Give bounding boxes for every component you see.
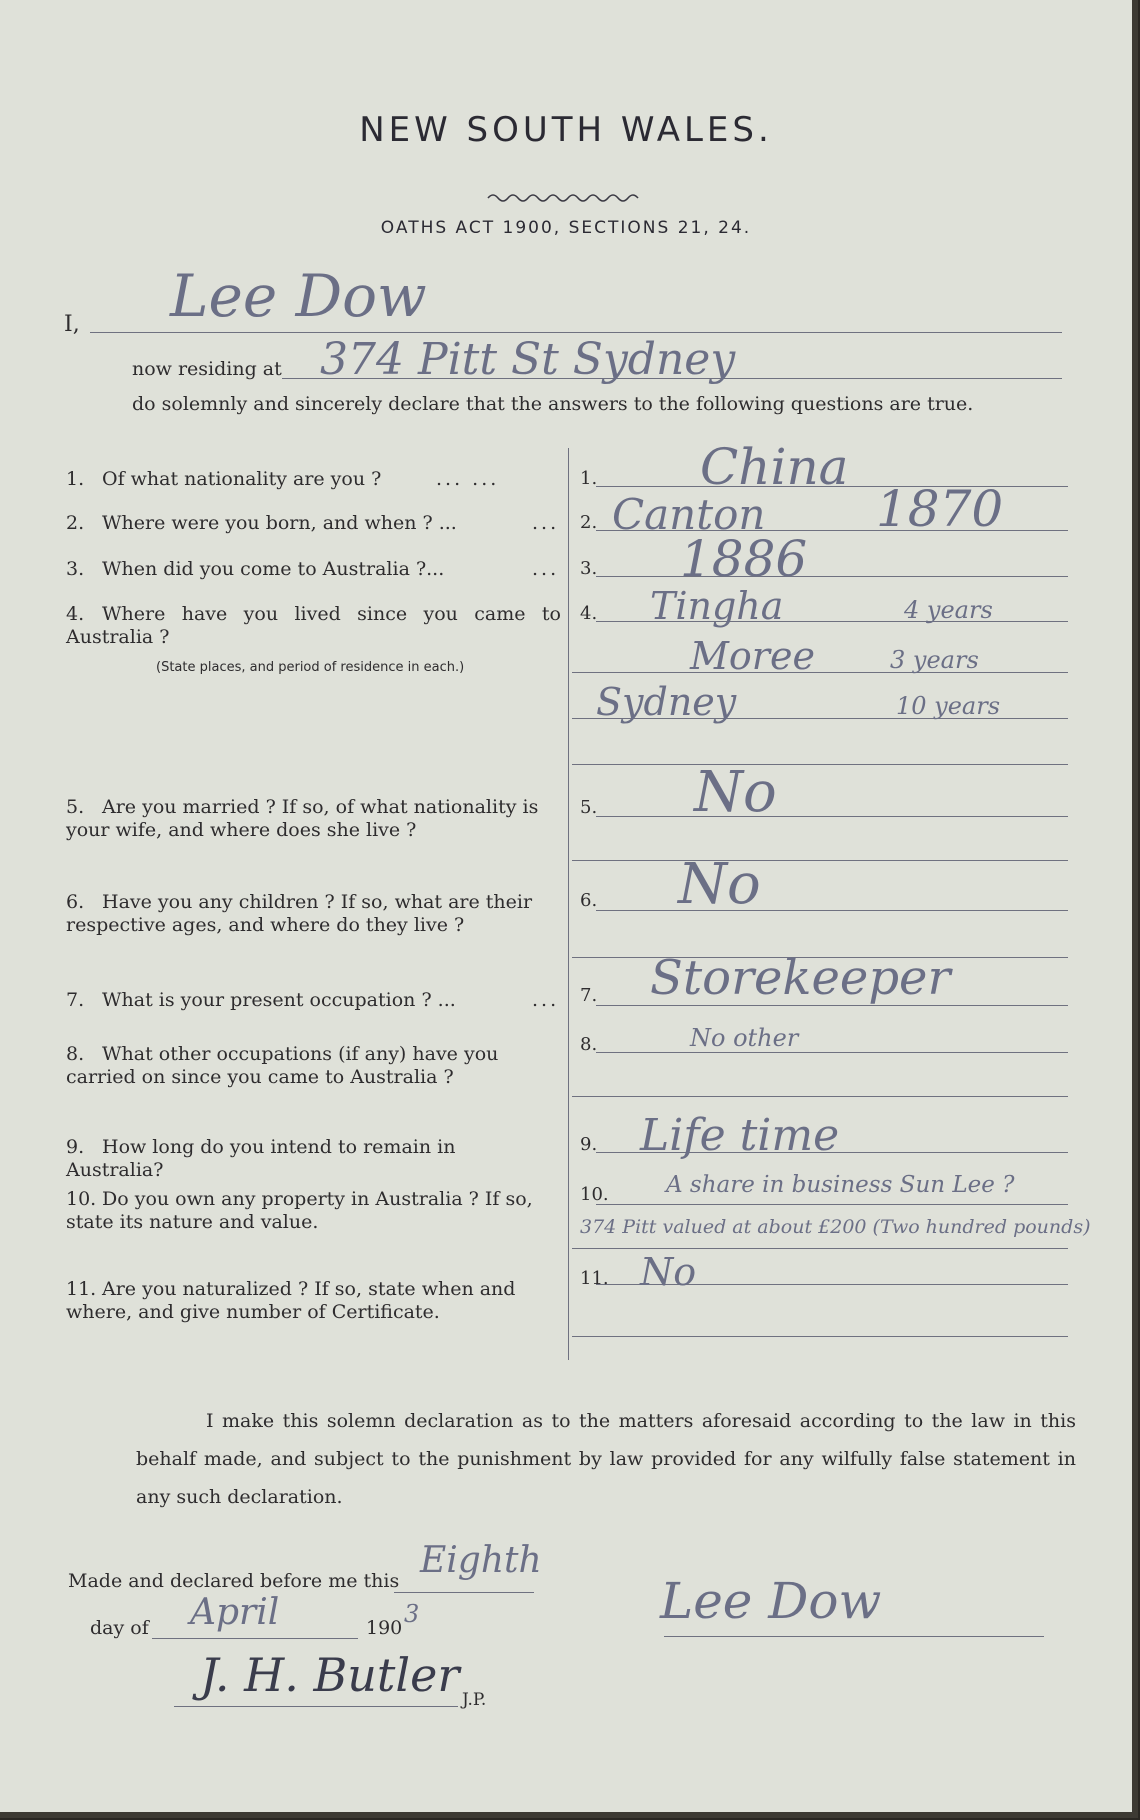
question-number: 11. xyxy=(66,1278,97,1300)
question-text: How long do you intend to remain in Australia? xyxy=(66,1136,456,1181)
residing-label: now residing at xyxy=(132,358,282,380)
year-prefix: 190 xyxy=(366,1617,403,1639)
name-line xyxy=(90,332,1062,333)
question-text: What other occupations (if any) have you carried on since you came to Australia ? xyxy=(66,1043,499,1088)
question-text: Are you naturalized ? If so, state when and where, and give number of Certificate. xyxy=(66,1278,516,1323)
month-value: April xyxy=(190,1592,280,1633)
question-number: 9. xyxy=(66,1136,85,1158)
question-text: Of what nationality are you ? xyxy=(102,468,382,490)
question-number: 2. xyxy=(66,512,85,534)
question-7 xyxy=(66,989,560,1012)
question-4-note: (State places, and period of residence in each.) xyxy=(156,660,465,675)
answer-number: 2. xyxy=(580,512,598,533)
answer-9: Life time xyxy=(640,1110,840,1161)
question-2 xyxy=(66,512,560,535)
question-number: 3. xyxy=(66,558,85,580)
question-3 xyxy=(66,558,560,581)
answer-2-year: 1870 xyxy=(876,480,1004,538)
answer-line xyxy=(596,1204,1068,1205)
form-subtitle: OATHS ACT 1900, SECTIONS 21, 24. xyxy=(380,218,752,238)
question-text: Have you any children ? If so, what are their respective ages, and where do they live ? xyxy=(66,891,533,936)
question-9 xyxy=(66,1136,556,1182)
answer-5: No xyxy=(694,760,777,825)
question-text: Where were you born, and when ? ... xyxy=(102,512,457,534)
question-number: 5. xyxy=(66,796,85,818)
answer-number: 3. xyxy=(580,558,598,579)
jp-signature: J. H. Butler xyxy=(200,1648,460,1702)
answer-6: No xyxy=(678,852,761,917)
answer-7: Storekeeper xyxy=(650,950,951,1006)
i-label: I, xyxy=(64,312,80,337)
answer-line xyxy=(596,1052,1068,1053)
answer-4-place-2: Moree xyxy=(690,634,815,678)
answer-line xyxy=(596,816,1068,817)
declaration-paragraph: I make this solemn declaration as to the matters aforesaid according to the law in this behalf made, and subject to the punishment by law provided for any wilfully false statement in any such declaration. xyxy=(136,1410,1076,1508)
question-number: 7. xyxy=(66,989,85,1011)
question-text: What is your present occupation ? ... xyxy=(102,989,456,1011)
answer-10-line-2: 374 Pitt valued at about £200 (Two hundred pounds) xyxy=(580,1216,1091,1238)
day-value: Eighth xyxy=(420,1540,542,1581)
question-text: Do you own any property in Australia ? If so, state its nature and value. xyxy=(66,1188,533,1233)
form-title: NEW SOUTH WALES. xyxy=(359,110,773,150)
answer-number: 9. xyxy=(580,1134,598,1155)
question-text: Where have you lived since you came to Australia ? xyxy=(66,603,561,648)
question-text: When did you come to Australia ?... xyxy=(102,558,445,580)
answer-number: 6. xyxy=(580,890,598,911)
decorative-flourish xyxy=(486,190,646,204)
answer-11: No xyxy=(640,1250,697,1294)
answer-4-period-1: 4 years xyxy=(904,596,993,624)
answer-number: 10. xyxy=(580,1184,609,1205)
answer-number: 7. xyxy=(580,985,598,1006)
answer-4-period-3: 10 years xyxy=(896,692,1001,720)
declarant-signature: Lee Dow xyxy=(660,1572,882,1630)
answer-line xyxy=(572,1096,1068,1097)
jp-signature-line xyxy=(174,1706,458,1707)
month-line xyxy=(152,1638,358,1639)
day-line xyxy=(394,1592,534,1593)
answer-2-place: Canton xyxy=(612,490,766,539)
answer-line xyxy=(572,1336,1068,1337)
leader-dots: ... xyxy=(532,989,560,1011)
made-declared-label: Made and declared before me this xyxy=(68,1570,400,1592)
question-10 xyxy=(66,1188,556,1234)
question-text: Are you married ? If so, of what nationality is your wife, and where does she live ? xyxy=(66,796,539,841)
answer-line xyxy=(572,672,1068,673)
leader-dots: ... xyxy=(532,558,560,580)
question-8 xyxy=(66,1043,556,1089)
answer-1: China xyxy=(700,438,849,496)
answer-number: 11. xyxy=(580,1268,609,1289)
question-1 xyxy=(66,468,556,491)
answer-line xyxy=(572,860,1068,861)
answer-number: 4. xyxy=(580,603,598,624)
answer-4-period-2: 3 years xyxy=(890,646,979,674)
column-divider xyxy=(568,448,569,1360)
answer-4-place-3: Sydney xyxy=(596,680,737,724)
leader-dots: ... xyxy=(532,512,560,534)
question-number: 4. xyxy=(66,603,85,625)
question-number: 10. xyxy=(66,1188,97,1210)
question-5 xyxy=(66,796,556,842)
answer-3: 1886 xyxy=(680,530,808,588)
answer-line xyxy=(596,576,1068,577)
answer-number: 8. xyxy=(580,1034,598,1055)
answer-10-line-1: A share in business Sun Lee ? xyxy=(666,1172,1015,1198)
declarant-name: Lee Dow xyxy=(170,262,427,330)
question-4 xyxy=(66,603,561,649)
answer-line xyxy=(572,1248,1068,1249)
question-number: 6. xyxy=(66,891,85,913)
question-11 xyxy=(66,1278,556,1324)
answer-number: 5. xyxy=(580,797,598,818)
question-number: 8. xyxy=(66,1043,85,1065)
answer-number: 1. xyxy=(580,468,598,489)
jp-label: J.P. xyxy=(462,1690,487,1710)
declarant-address: 374 Pitt St Sydney xyxy=(320,334,736,385)
answer-line xyxy=(596,910,1068,911)
year-suffix: 3 xyxy=(404,1600,420,1628)
answer-8: No other xyxy=(690,1024,799,1052)
question-number: 1. xyxy=(66,468,85,490)
declare-statement: do solemnly and sincerely declare that the answers to the following questions are true. xyxy=(132,393,974,415)
question-6 xyxy=(66,891,556,937)
declarant-signature-line xyxy=(664,1636,1044,1637)
leader-dots: ... ... xyxy=(436,468,500,490)
answer-4-place-1: Tingha xyxy=(650,584,784,628)
answer-line xyxy=(572,764,1068,765)
day-of-label: day of xyxy=(90,1617,149,1639)
